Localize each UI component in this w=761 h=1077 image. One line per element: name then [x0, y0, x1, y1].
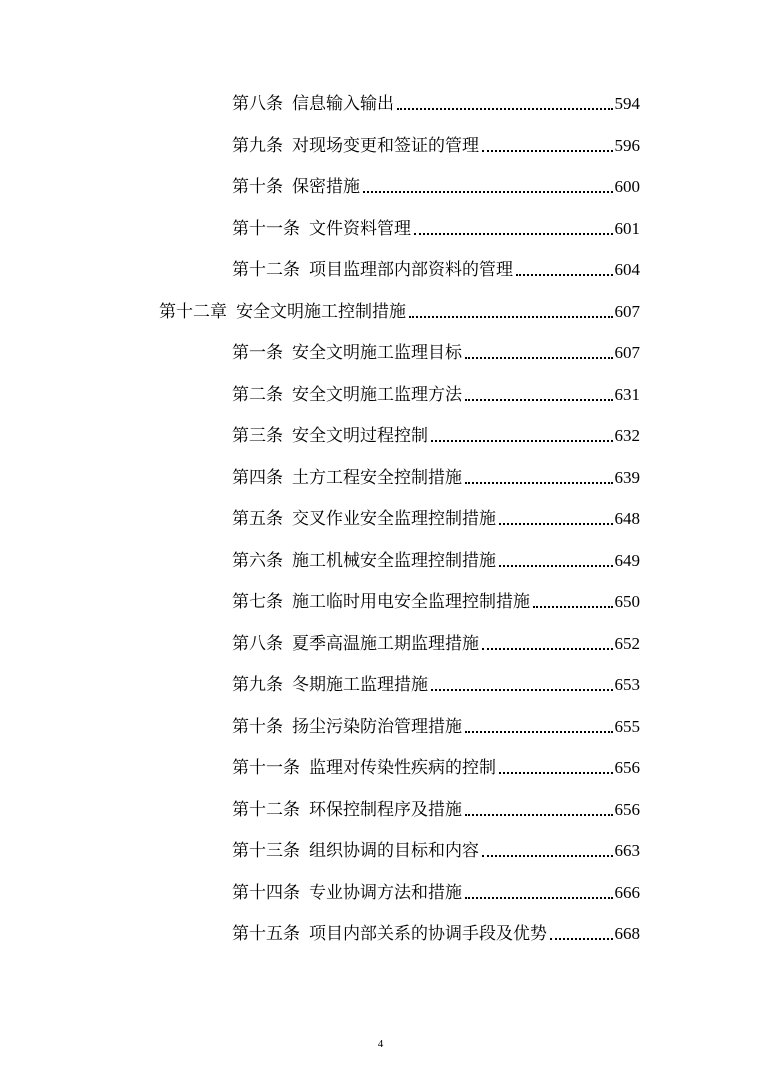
dot-leader: [409, 310, 613, 318]
toc-entry-page: 668: [614, 924, 640, 943]
dot-leader: [482, 849, 613, 857]
toc-entry[interactable]: [232, 794, 640, 822]
toc-entry[interactable]: [232, 918, 640, 946]
toc-entry-number: 第十条: [232, 716, 283, 737]
toc-entry-page: 666: [614, 882, 640, 902]
toc-entry-title: 组织协调的目标和内容: [309, 841, 479, 861]
toc-entry-title: 扬尘污染防治管理措施: [292, 716, 462, 737]
toc-entry[interactable]: [232, 669, 640, 697]
toc-entry-title: 项目内部关系的协调手段及优势: [309, 924, 547, 944]
dot-leader: [431, 434, 613, 442]
toc-entry[interactable]: [232, 877, 640, 905]
toc-entry-page: 648: [614, 509, 640, 528]
toc-entry[interactable]: [232, 462, 640, 490]
dot-leader: [465, 476, 613, 484]
dot-leader: [516, 268, 613, 276]
toc-entry-title: 施工临时用电安全监理控制措施: [292, 592, 530, 612]
toc-entry-number: 第九条: [232, 135, 283, 156]
toc-entry[interactable]: [232, 628, 640, 656]
toc-entry-page: 607: [614, 301, 640, 321]
toc-entry[interactable]: [232, 835, 640, 863]
toc-entry-title: 专业协调方法和措施: [309, 882, 462, 903]
toc-entry-number: 第十五条: [232, 924, 300, 944]
dot-leader: [465, 393, 613, 401]
dot-leader: [414, 227, 613, 235]
toc-entry-number: 第十二条: [232, 260, 300, 280]
dot-leader: [465, 808, 613, 816]
toc-entry-title: 施工机械安全监理控制措施: [292, 550, 496, 571]
dot-leader: [499, 517, 613, 525]
toc-entry[interactable]: [232, 213, 640, 241]
toc-entry-number: 第十一条: [232, 758, 300, 778]
toc-entry-page: 652: [614, 633, 640, 653]
dot-leader: [363, 185, 613, 193]
toc-entry[interactable]: [232, 752, 640, 780]
toc-entry-title: 冬期施工监理措施: [292, 675, 428, 695]
toc-entry[interactable]: [232, 337, 640, 365]
toc-entry-number: 第十四条: [232, 882, 300, 903]
toc-entry-title: 环保控制程序及措施: [309, 799, 462, 820]
toc-entry-page: 604: [614, 260, 640, 279]
toc-entry-title: 交叉作业安全监理控制措施: [292, 509, 496, 529]
toc-entry-page: 639: [614, 467, 640, 487]
toc-entry-number: 第十三条: [232, 841, 300, 861]
toc-entry[interactable]: [232, 171, 640, 199]
toc-entry-number: 第十一条: [232, 218, 300, 239]
toc-entry-page: 596: [614, 135, 640, 155]
toc-entry-page: 650: [614, 592, 640, 611]
toc-entry-number: 第六条: [232, 550, 283, 571]
toc-entry-number: 第二条: [232, 384, 283, 405]
dot-leader: [465, 891, 613, 899]
toc-entry-page: 656: [614, 758, 640, 777]
toc-entry-title: 安全文明施工控制措施: [236, 301, 406, 322]
toc-entry-page: 631: [614, 384, 640, 404]
toc-entry-page: 649: [614, 550, 640, 570]
toc-chapter-entry[interactable]: [159, 296, 640, 324]
toc-entry[interactable]: [232, 254, 640, 282]
toc-entry-number: 第八条: [232, 633, 283, 654]
dot-leader: [431, 683, 613, 691]
toc-entry-title: 安全文明施工监理方法: [292, 384, 462, 405]
toc-entry-number: 第九条: [232, 675, 283, 695]
toc-entry-title: 对现场变更和签证的管理: [292, 135, 479, 156]
toc-entry-title: 安全文明过程控制: [292, 426, 428, 446]
dot-leader: [465, 725, 613, 733]
toc-entry-number: 第三条: [232, 426, 283, 446]
toc-entry[interactable]: [232, 503, 640, 531]
page-number: 4: [377, 1038, 384, 1050]
toc-entry-title: 安全文明施工监理目标: [292, 343, 462, 363]
dot-leader: [482, 642, 613, 650]
toc-entry-page: 653: [614, 675, 640, 694]
toc-entry[interactable]: [232, 545, 640, 573]
toc-entry-page: 655: [614, 716, 640, 736]
toc-entry-number: 第十二条: [232, 799, 300, 820]
toc-entry-title: 土方工程安全控制措施: [292, 467, 462, 488]
toc-entry-title: 保密措施: [292, 177, 360, 197]
toc-entry-number: 第一条: [232, 343, 283, 363]
toc-entry-page: 607: [614, 343, 640, 362]
dot-leader: [499, 766, 613, 774]
toc-entry-number: 第四条: [232, 467, 283, 488]
dot-leader: [533, 600, 613, 608]
toc-entry[interactable]: [232, 130, 640, 158]
toc-entry[interactable]: [232, 420, 640, 448]
toc-entry-page: 601: [614, 218, 640, 238]
toc-entry-number: 第十条: [232, 177, 283, 197]
toc-entry-page: 663: [614, 841, 640, 860]
dot-leader: [397, 102, 613, 110]
dot-leader: [482, 144, 613, 152]
toc-entry-page: 632: [614, 426, 640, 445]
toc-entry-page: 600: [614, 177, 640, 196]
toc-entry[interactable]: [232, 379, 640, 407]
toc-entry-number: 第八条: [232, 94, 283, 114]
toc-entry-title: 夏季高温施工期监理措施: [292, 633, 479, 654]
toc-entry-title: 文件资料管理: [309, 218, 411, 239]
toc-entry-number: 第五条: [232, 509, 283, 529]
toc-entry[interactable]: [232, 711, 640, 739]
toc-entry-number: 第七条: [232, 592, 283, 612]
toc-entry-number: 第十二章: [159, 301, 227, 322]
dot-leader: [499, 559, 613, 567]
dot-leader: [550, 932, 613, 940]
dot-leader: [465, 351, 613, 359]
toc-entry-page: 594: [614, 94, 640, 113]
toc-entry-title: 信息输入输出: [292, 94, 394, 114]
toc-entry[interactable]: [232, 88, 640, 116]
toc-entry[interactable]: [232, 586, 640, 614]
toc-entry-title: 监理对传染性疾病的控制: [309, 758, 496, 778]
toc-entry-page: 656: [614, 799, 640, 819]
toc-entry-title: 项目监理部内部资料的管理: [309, 260, 513, 280]
